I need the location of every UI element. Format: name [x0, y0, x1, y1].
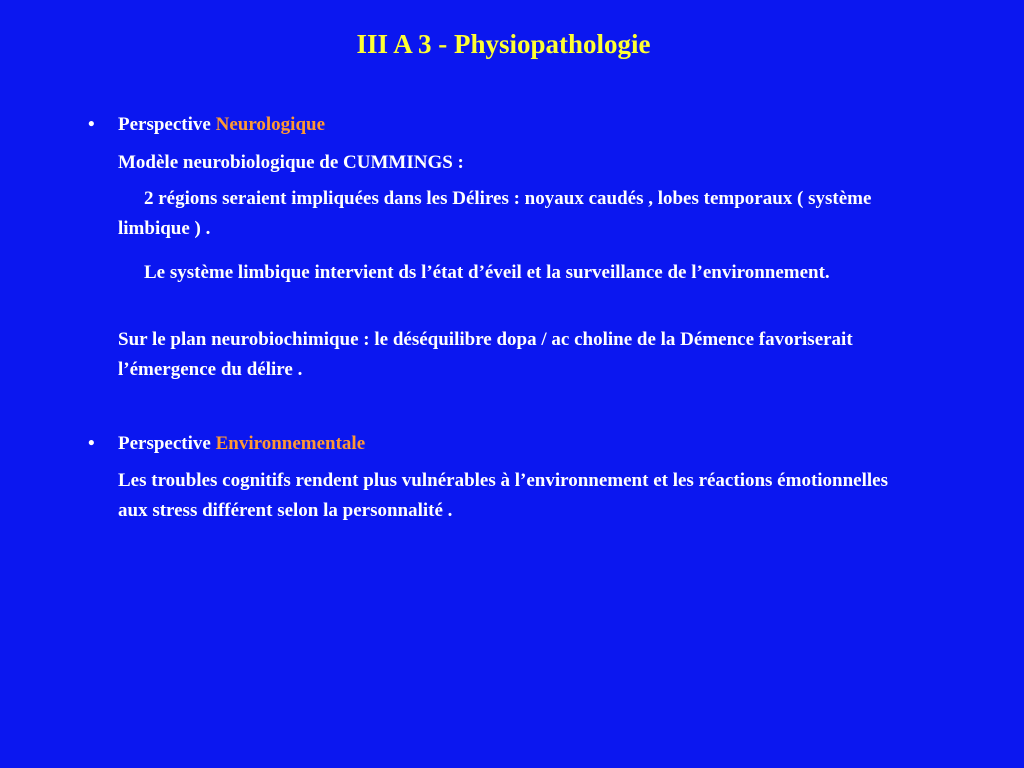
slide-title: III A 3 - Physiopathologie	[356, 29, 651, 59]
section-heading-accent: Environnementale	[215, 433, 366, 454]
section-heading-neurologique	[118, 111, 325, 139]
regions-paragraph	[118, 184, 918, 244]
bullet-icon: •	[88, 433, 95, 454]
regions-text: 2 régions seraient impliquées dans les Délires : noyaux caudés , lobes temporaux ( système limbique ) .	[118, 188, 872, 239]
model-line: Modèle neurobiologique de CUMMINGS :	[118, 152, 464, 173]
environment-paragraph: Les troubles cognitifs rendent plus vulnérables à l’environnement et les réactions émotionnelles aux stress différent selon la personnalité .	[118, 470, 889, 521]
section-heading-environnementale	[118, 430, 365, 458]
section-heading-accent: Neurologique	[215, 114, 326, 135]
bullet-icon: •	[88, 114, 95, 135]
limbic-paragraph	[118, 258, 918, 288]
limbic-text: Le système limbique intervient ds l’état d’éveil et la surveillance de l’environnement.	[144, 262, 830, 283]
neurochem-paragraph: Sur le plan neurobiochimique : le déséquilibre dopa / ac choline de la Démence favoriserait l’émergence du délire .	[118, 329, 853, 380]
section-heading-label: Perspective	[118, 114, 211, 135]
section-heading-label: Perspective	[118, 433, 211, 454]
